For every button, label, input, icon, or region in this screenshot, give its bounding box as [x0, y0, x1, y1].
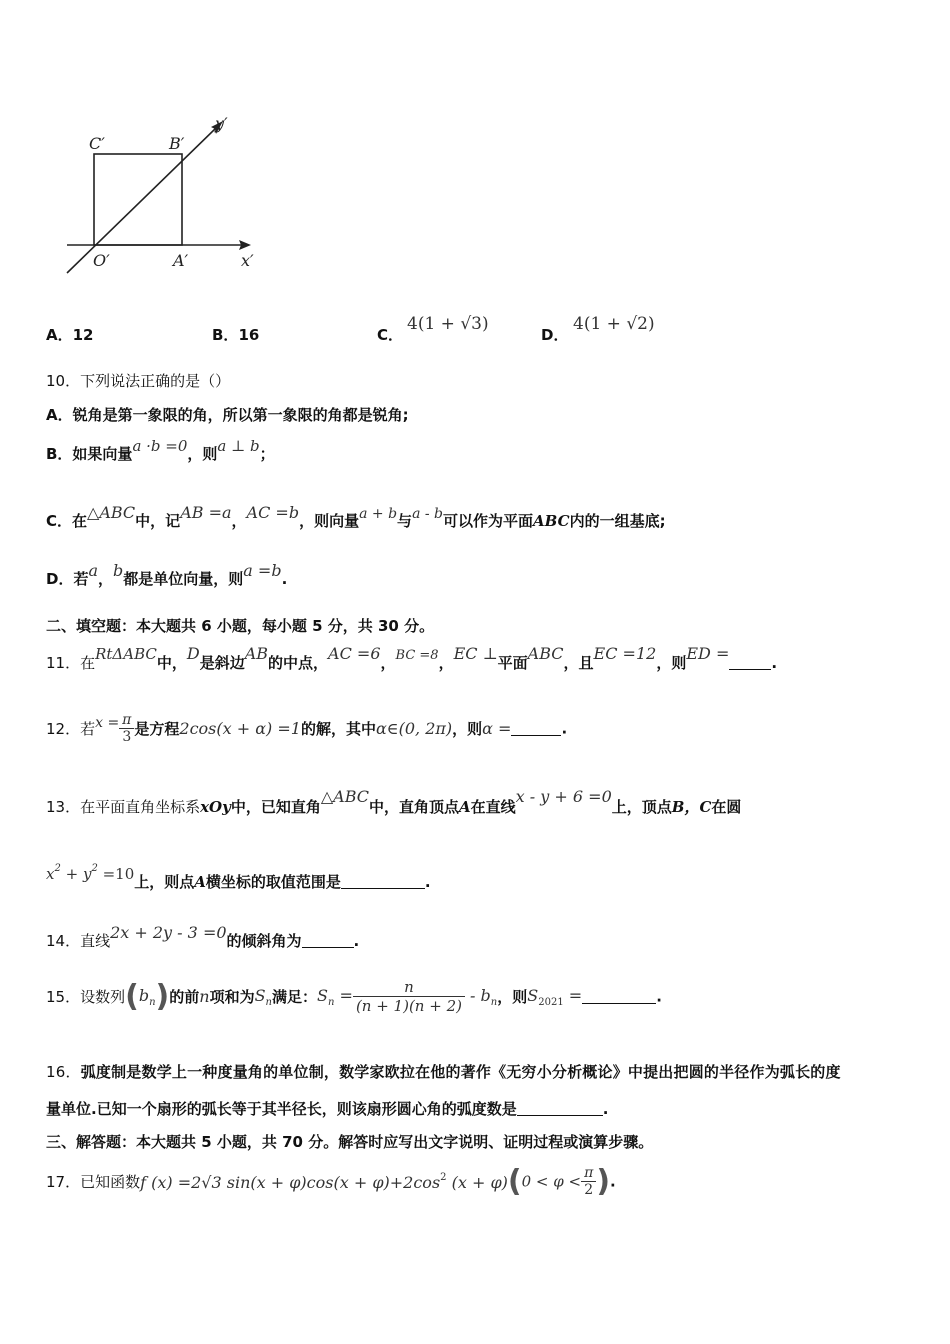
section2-header: 二、填空题：本大题共 6 小题，每小题 5 分，共 30 分。	[46, 617, 435, 635]
q17: 17．已知函数f (x) =2√3 $\sin(x + \varphi)\cos(x + \varphi)+2\cos^2$ (x + φ)(0 < φ < $\frac{\pi}{2}$ ).	[46, 1164, 616, 1199]
label-y: y′	[215, 114, 228, 133]
label-x: x′	[241, 251, 254, 270]
square	[94, 154, 182, 245]
q13-line1: 13．在平面直角坐标系xOy中，已知直角△ABC中，直角顶点A在直线x - y + 6 =0上，顶点B，C在圆	[46, 787, 742, 816]
q10-option-c: C．在△ABC中，记AB =a，AC =b，则向量a + b与a - b可以作为平面ABC内的一组基底;	[46, 503, 666, 530]
label-b: B′	[169, 134, 185, 153]
option-d-value: 4(1 + √2)	[573, 314, 655, 334]
option-c-value: 4(1 + √3)	[407, 314, 489, 334]
q16-line1: 16．弧度制是数学上一种度量角的单位制，数学家欧拉在他的著作《无穷小分析概论》中提出把圆的半径作为弧长的度	[46, 1063, 841, 1081]
label-a: A′	[173, 251, 189, 270]
q16-line2: 量单位.已知一个扇形的弧长等于其半径长，则该扇形圆心角的弧度数是 .	[46, 1100, 609, 1118]
label-o: O′	[93, 251, 110, 270]
q15-answer-blank[interactable]	[582, 989, 656, 1004]
option-d: D．	[541, 326, 569, 344]
option-b: B．16	[212, 326, 260, 344]
q13-line2: $x^2 + y^2 =10$上，则点A横坐标的取值范围是 .	[46, 863, 431, 891]
q16-answer-blank[interactable]	[517, 1101, 603, 1116]
q11: 11．在RtΔABC中，D是斜边AB的中点，AC =6，BC =8，EC ⊥平面ABC，且EC =12，则ED = .	[46, 644, 778, 672]
q10-option-a: A．锐角是第一象限的角，所以第一象限的角都是锐角;	[46, 406, 409, 424]
q14: 14．直线2x + 2y - 3 =0的倾斜角为 .	[46, 923, 360, 950]
q13-answer-blank[interactable]	[341, 874, 425, 889]
q12-answer-blank[interactable]	[511, 721, 561, 736]
option-c: C．	[377, 326, 404, 344]
q15: 15．设数列$(b_n)$的前n项和为$S_n$满足：$S_n$ = $\frac{n}{(n + 1)(n + 2)}$ - $b_n$，则$S_{2021}$ = .	[46, 978, 662, 1015]
label-c: C′	[89, 134, 105, 153]
q10-option-b: B．如果向量a ·b =0，则a ⊥ b；	[46, 437, 275, 463]
q12: 12．若x = $\frac{\pi}{3}$ 是方程2cos(x + α) =1的解，其中α∈(0, 2π)，则α = .	[46, 712, 568, 745]
coordinate-figure	[55, 105, 275, 290]
section3-header: 三、解答题：本大题共 5 小题，共 70 分。解答时应写出文字说明、证明过程或演算步骤。	[46, 1133, 654, 1151]
q14-answer-blank[interactable]	[302, 933, 354, 948]
q10-stem: 10．下列说法正确的是（）	[46, 372, 231, 390]
q10-option-d: D．若a，b都是单位向量，则a =b.	[46, 561, 288, 588]
option-a: A．12	[46, 326, 94, 344]
q11-answer-blank[interactable]	[729, 655, 771, 670]
